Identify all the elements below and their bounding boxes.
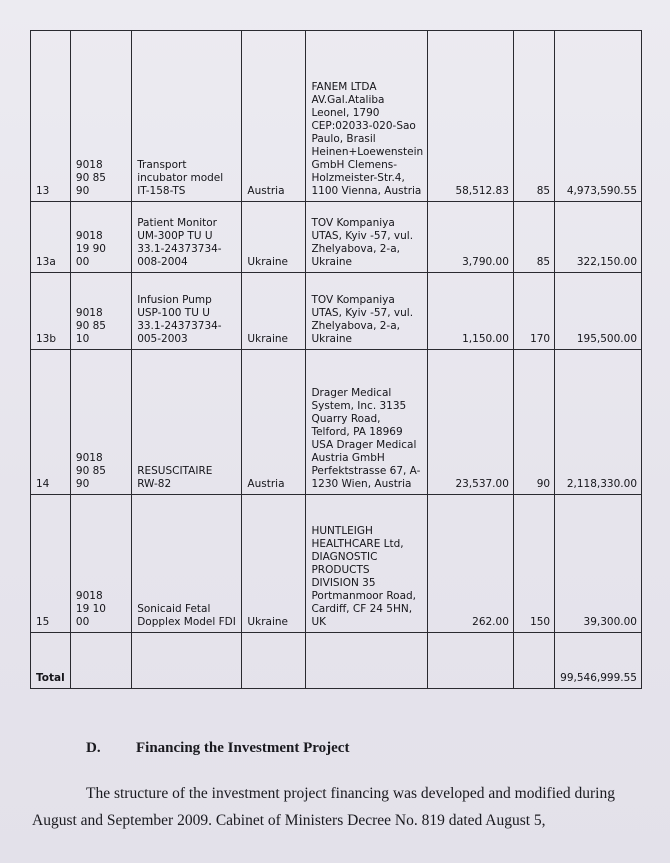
country: Ukraine bbox=[242, 273, 306, 350]
unit-price: 23,537.00 bbox=[428, 350, 513, 495]
country: Ukraine bbox=[242, 202, 306, 273]
country: Austria bbox=[242, 350, 306, 495]
quantity: 150 bbox=[513, 495, 554, 633]
grand-total: 99,546,999.55 bbox=[555, 633, 642, 689]
section-letter: D. bbox=[86, 740, 101, 756]
empty-cell bbox=[306, 633, 428, 689]
supplier: HUNTLEIGH HEALTHCARE Ltd, DIAGNOSTIC PRODUCTS DIVISION 35 Portmanmoor Road, Cardiff, CF 24 5HN, UK bbox=[306, 495, 428, 633]
table-row bbox=[31, 202, 642, 273]
customs-code: 9018 90 85 90 bbox=[70, 31, 131, 202]
customs-code: 9018 90 85 90 bbox=[70, 350, 131, 495]
quantity: 170 bbox=[513, 273, 554, 350]
unit-price: 58,512.83 bbox=[428, 31, 513, 202]
customs-code: 9018 90 85 10 bbox=[70, 273, 131, 350]
section-title: Financing the Investment Project bbox=[136, 740, 350, 756]
line-total: 322,150.00 bbox=[555, 202, 642, 273]
line-total: 2,118,330.00 bbox=[555, 350, 642, 495]
unit-price: 1,150.00 bbox=[428, 273, 513, 350]
quantity: 85 bbox=[513, 31, 554, 202]
supplier: FANEM LTDA AV.Gal.Ataliba Leonel, 1790 CEP:02033-020-Sao Paulo, Brasil Heinen+Loewenstein GmbH Clemens- Holzmeister-Str.4, 1100 Vienna, Austria bbox=[306, 31, 428, 202]
row-number: 14 bbox=[31, 350, 71, 495]
customs-code: 9018 19 10 00 bbox=[70, 495, 131, 633]
item-name: Transport incubator model IT-158-TS bbox=[132, 31, 242, 202]
row-number: 13 bbox=[31, 31, 71, 202]
empty-cell bbox=[70, 633, 131, 689]
unit-price: 262.00 bbox=[428, 495, 513, 633]
item-name: Infusion Pump USP-100 TU U 33.1-24373734- 005-2003 bbox=[132, 273, 242, 350]
table-row bbox=[31, 350, 642, 495]
equipment-table bbox=[30, 30, 642, 689]
line-total: 39,300.00 bbox=[555, 495, 642, 633]
item-name: Patient Monitor UM-300P TU U 33.1-24373734- 008-2004 bbox=[132, 202, 242, 273]
supplier: Drager Medical System, Inc. 3135 Quarry Road, Telford, PA 18969 USA Drager Medical Austria GmbH Perfektstrasse 67, A- 1230 Wien, Austria bbox=[306, 350, 428, 495]
supplier: TOV Kompaniya UTAS, Kyiv -57, vul. Zhelyabova, 2-a, Ukraine bbox=[306, 202, 428, 273]
line-total: 195,500.00 bbox=[555, 273, 642, 350]
empty-cell bbox=[132, 633, 242, 689]
row-number: 13a bbox=[31, 202, 71, 273]
row-number: 13b bbox=[31, 273, 71, 350]
line-total: 4,973,590.55 bbox=[555, 31, 642, 202]
table-row bbox=[31, 31, 642, 202]
table-row bbox=[31, 273, 642, 350]
supplier: TOV Kompaniya UTAS, Kyiv -57, vul. Zhelyabova, 2-a, Ukraine bbox=[306, 273, 428, 350]
table-row bbox=[31, 495, 642, 633]
quantity: 85 bbox=[513, 202, 554, 273]
total-label: Total bbox=[31, 633, 71, 689]
country: Austria bbox=[242, 31, 306, 202]
body-paragraph bbox=[32, 780, 652, 834]
section-heading bbox=[86, 740, 349, 757]
empty-cell bbox=[428, 633, 513, 689]
unit-price: 3,790.00 bbox=[428, 202, 513, 273]
quantity: 90 bbox=[513, 350, 554, 495]
row-number: 15 bbox=[31, 495, 71, 633]
item-name: RESUSCITAIRE RW-82 bbox=[132, 350, 242, 495]
item-name: Sonicaid Fetal Dopplex Model FDI bbox=[132, 495, 242, 633]
customs-code: 9018 19 90 00 bbox=[70, 202, 131, 273]
empty-cell bbox=[242, 633, 306, 689]
empty-cell bbox=[513, 633, 554, 689]
paragraph-text: The structure of the investment project financing was developed and modified during August and September 2009. Cabinet of Ministers Decree No. 819 dated August 5, bbox=[32, 785, 615, 829]
total-row bbox=[31, 633, 642, 689]
country: Ukraine bbox=[242, 495, 306, 633]
